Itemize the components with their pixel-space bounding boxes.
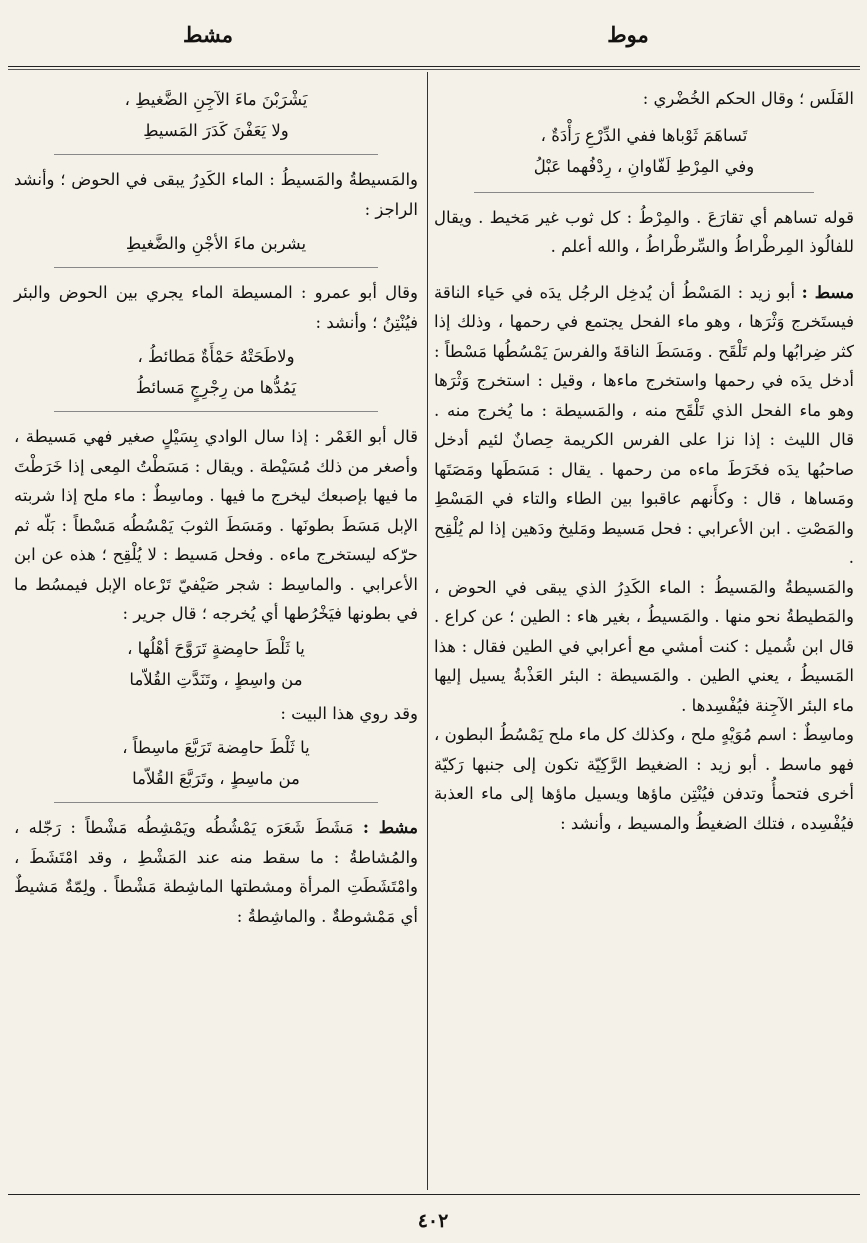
header-rule-thin <box>8 69 860 70</box>
verse-block <box>14 633 418 695</box>
intro-line: الفَلَس ؛ وقال الحكم الخُضْري : <box>642 89 854 108</box>
paragraph: قال أبو الغَمْر : إذا سال الوادي بِسَيْلٍ صغير فهي مَسيطة ، وأصغر من ذلك مُسَيْطة . ويقال : مَسَطْتُ المِعى إذا خَرَطْتَ ما فيها بإصبعك ليخرج ما فيها . وماسِطٌ : ماء ملح إذا شربته الإبل مَسَطَ بطونَها . ومَسَطَ الثوبَ يَمْسُطُه مَسْطاً : بَلّه ثم حرّكه ليستخرج ماءه . وفحل مَسيط : لا يُلْقِح ؛ هذه عن ابن الأعرابي . والماسِط : شجر صَيْفيّ تَرْعاه الإبل فيمسُط ما في بطونها فيَخْرُطها أي يُخرجه ؛ قال جرير : <box>14 427 418 623</box>
verse-line: من ماسِطٍ ، وتَرَبَّعَ القُلاّما <box>132 769 300 788</box>
page-number: ٤٠٢ <box>417 1210 449 1232</box>
verse-line: يَمُدُّها من رِجْرِجٍ مَسائطُ <box>135 378 297 397</box>
paragraph: وقال أبو عمرو : المسيطة الماء يجري بين الحوض والبئر فيُنْتِنُ ؛ وأنشد : <box>14 283 418 332</box>
entry-text: مَشَطَ شَعَرَه يَمْشُطُه ويَمْشِطُه مَشْطاً : رَجّله ، والمُشاطةُ : ما سقط منه عند المَشْطِ ، وقد امْتَشَطَ ، وامْتَشَطَتِ المرأة ومشطتها الماشِطة مَشْطاً . ولِمّةٌ مَشيطٌ أي مَمْشوطةٌ . والماشِطةُ : <box>14 818 418 926</box>
verse-block <box>14 732 418 794</box>
verse-line: يا ثَلْطَ حامِضة تَرَبَّعَ ماسِطاً ، <box>122 738 310 757</box>
header-rule <box>8 66 860 67</box>
column-divider <box>427 72 428 1190</box>
right-column <box>434 84 854 838</box>
verse-line: ولا يَعَفْنَ كَدَرَ المَسيطِ <box>143 121 289 140</box>
verse-block <box>14 341 418 403</box>
left-column <box>14 84 418 931</box>
divider <box>54 154 378 155</box>
verse-block <box>434 120 854 182</box>
entry-paragraph <box>14 813 418 931</box>
verse-line: وفي المِرْطِ لَفّاوانِ ، رِدْفُهما عَبْلُ <box>533 156 755 176</box>
headword-mashata: مشط : <box>362 818 418 837</box>
divider <box>54 802 378 803</box>
verse-line: تَساهَمَ ثَوْباها ففي الدِّرْعِ رَأْدَةٌ ، <box>540 125 748 145</box>
entry-paragraph <box>434 278 854 573</box>
divider <box>54 411 378 412</box>
verse-line: يَشْرَبْنَ ماءَ الآجِنِ الضَّغيطِ ، <box>124 90 308 109</box>
paragraph: والمَسيطةُ والمَسيطُ : الماء الكَدِرُ يبقى في الحوض ؛ وأنشد الراجز : <box>14 170 418 219</box>
running-head-left: مشط <box>183 22 233 47</box>
headword-masata: مسط : <box>801 282 854 302</box>
verse-block <box>14 84 418 146</box>
verse-line: يا ثَلْطَ حامِضةٍ تَرَوَّحَ أهْلُها ، <box>127 638 305 658</box>
divider <box>474 192 814 193</box>
verse-line: من واسِطٍ ، وتَنَدَّتِ القُلاّما <box>129 669 303 689</box>
footer-rule <box>8 1194 860 1195</box>
paragraph: وقد روي هذا البيت : <box>280 703 418 723</box>
verse-block <box>14 228 418 259</box>
divider <box>54 267 378 268</box>
running-head-right: موط <box>607 22 649 47</box>
entry-text: أبو زيد : المَسْطُ أن يُدخِل الرجُل يدَه في حَياء الناقة فيستَخرج وَثْرَها ، وهو ماء الفحل يجتمع في رحمها ، وذلك إذا كثر ضِرابُها ولم تَلْقَح . ومَسَطَ الناقةَ والفرسَ يَمْسُطُها مَسْطاً : أدخل يدَه في رحمها واستخرج ماءها ، وقيل : استخرج وَثْرَها وهو ماء الفحل الذي تَلْقَح منه ، والمَسيطة : ما يُخرج منه . قال الليث : إذا نزا على الفرس الكريمة حِصانٌ لئيم أدخل صاحبُها يدَه فخَرَطَ ماءه من رحمها . يقال : مَسَطَها ومَصَتَها ومَساها ، قال : وكأَنهم عاقبوا بين الطاء والتاء في المَسْطِ والمَصْتِ . ابن الأعرابي : فحل مَسيط ومَليخ ودَهين إذا لم يُلْقِح . <box>433 282 854 567</box>
verse-line: يشربن ماءَ الأجْنِ والضَّغيطِ <box>125 234 307 253</box>
paragraph: قوله تساهم أي تقارَعَ . والمِرْطُ : كل ثوب غير مَخيط . ويقال للفالُوذ المِرطْراطُ والسِّرطْراطُ ، والله أعلم . <box>434 207 854 256</box>
paragraph: وماسِطٌ : اسم مُوَيْهٍ ملح ، وكذلك كل ماء ملح يَمْسُطُ البطون ، فهو ماسط . أبو زيد : الضغيط الرَّكِيّة تكون إلى جنبها رَكيّة أخرى فتحمأُ وتدفن فيُنْتِن ماؤها ويسيل ماؤها إلى ماء العذبة فيُفْسِده ، فتلك الضغيطُ والمسيط ، وأنشد : <box>434 725 854 833</box>
verse-line: ولاطَحَتْهُ حَمْأَةٌ مَطائطُ ، <box>137 347 295 366</box>
paragraph: والمَسيطةُ والمَسيطُ : الماء الكَدِرُ الذي يبقى في الحوض ، والمَطيطةُ نحو منها . والمَسيطُ ، بغير هاء : الطين ؛ عن كراع . قال ابن شُميل : كنت أمشي مع أعرابي في الطين فقال : هذا المَسيطُ ، يعني الطين . والمَسيطة : البئر العَذْبةُ يسيل إليها ماء البئر الآجِنة فيُفْسِدها . <box>434 577 854 715</box>
